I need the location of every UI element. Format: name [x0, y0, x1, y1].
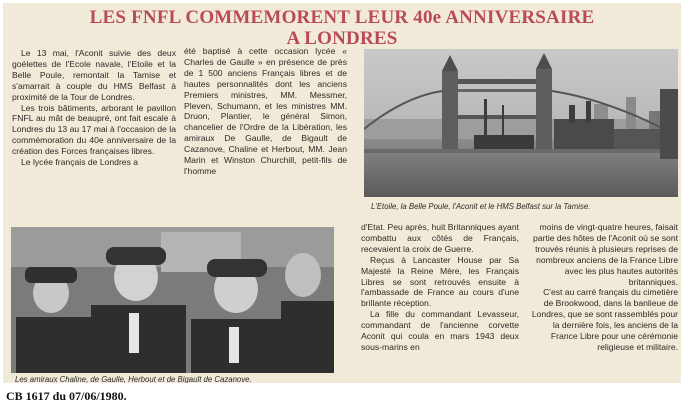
headline-line-1: LES FNFL COMMEMORENT LEUR 40e ANNIVERSAIRE	[89, 7, 595, 28]
caption-bottom: Les amiraux Chaline, de Gaulle, Herbout et de Bigault de Cazanove.	[15, 375, 252, 383]
col3-paragraph-1: d'Etat. Peu après, huit Britanniques ayant combattu aux côtés de Français, recevaient la croix de Guerre.	[361, 222, 519, 254]
headline	[3, 7, 681, 49]
article-column-4	[528, 222, 678, 353]
col1-paragraph-2: Les trois bâtiments, arborant le pavillon FNFL au mât de beaupré, ont fait escale à Londres du 13 au 17 mai à l'occasion de la commémoration du 40e anniversaire de la création des Forces françaises libres.	[12, 102, 176, 157]
col4-paragraph-1: moins de vingt-quatre heures, faisait partie des hôtes de l'Aconit où se sont trouvés réunis à plusieurs reprises de nombreux anciens de la France Libre avec les plus hautes autorités britanniques.	[533, 222, 678, 287]
headline-line-2: A LONDRES	[286, 28, 398, 49]
caption-top: L'Etoile, la Belle Poule, l'Aconit et le HMS Belfast sur la Tamise.	[371, 202, 591, 211]
tower-bridge-photo	[364, 49, 678, 197]
admirals-photo	[11, 227, 334, 373]
col1-paragraph-3: Le lycée français de Londres a	[21, 157, 139, 168]
admirals-photo-art	[11, 227, 334, 373]
article-column-2	[184, 46, 347, 177]
source-reference: CB 1617 du 07/06/1980.	[6, 389, 127, 403]
col3-paragraph-3: La fille du commandant Levasseur, commandant de l'ancienne corvette Aconit qui coula en mars 1943 deux sous-marins en	[361, 309, 519, 352]
col3-paragraph-2: Reçus à Lancaster House par Sa Majesté la Reine Mère, les Français Libres se sont retrouvés ensuite à l'ambassade de France au cours d'une brillante réception.	[361, 254, 519, 309]
article-column-1	[12, 48, 176, 168]
article-column-3	[361, 222, 519, 353]
col2-paragraph: été baptisé à cette occasion lycée « Charles de Gaulle » en présence de près de 1 500 anciens Français libres et de hautes personnalités dont les anciens Premiers ministres, MM. Messmer, Pleven, Schumann, et les ministres MM. Druon, Plantier, le général Simon, chancelier de l'Ordre de la Libération, les amiraux De Gaulle, de Bigault de Cazanove, Chaline et Herbout, MM. Jean Marin et Winston Churchill, petit-fils de l'homme	[184, 46, 347, 176]
col1-paragraph-1: Le 13 mai, l'Aconit suivie des deux goélettes de l'Ecole navale, l'Etoile et la Belle Poule, remontait la Tamise et s'amarrait à couple du HMS Belfast à proximité de la Tour de Londres.	[12, 48, 176, 102]
thames-ships-photo	[364, 49, 678, 197]
col4-paragraph-2: C'est au carré français du cimetière de Brookwood, dans la banlieue de Londres, que se sont rassemblés pour la dernière fois, les anciens de la France Libre pour une cérémonie religieuse et militaire.	[531, 287, 678, 352]
newspaper-clipping	[3, 3, 681, 383]
